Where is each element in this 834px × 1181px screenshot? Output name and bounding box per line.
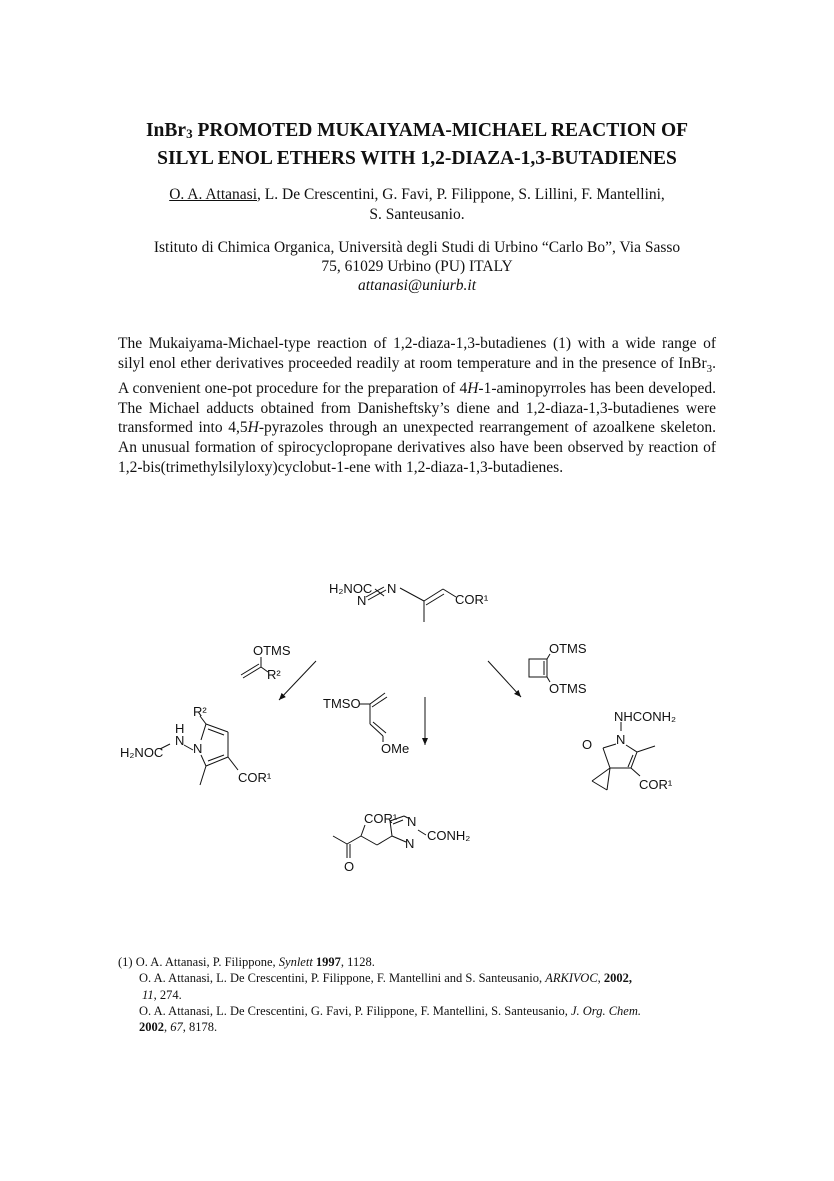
pyrazole-cor: COR¹: [364, 811, 398, 826]
right-reagent-otms-2: OTMS: [549, 681, 587, 696]
pyrrole-nh: N: [175, 733, 185, 748]
references: [118, 954, 738, 1035]
pyrazole-n1: N: [407, 814, 417, 829]
pyrrole-n: N: [193, 741, 203, 756]
danishefsky-diene-bonds: [360, 693, 387, 742]
spiro-o: O: [582, 737, 593, 752]
start-cor-label: COR¹: [455, 592, 489, 607]
left-reagent-r2: R²: [267, 667, 281, 682]
pyrazole-o: O: [344, 859, 355, 874]
start-n2-label: N: [387, 581, 397, 596]
arrow-right: [488, 661, 521, 697]
affiliation: Istituto di Chimica Organica, Università degli Studi di Urbino “Carlo Bo”, Via Sasso 75, 61029 Urbino (PU) ITALY attanasi@uniurb.it: [153, 239, 681, 294]
right-reagent-otms-1: OTMS: [549, 641, 587, 656]
left-reagent-otms: OTMS: [253, 643, 291, 658]
arrow-left: [279, 661, 316, 700]
start-h2noc-label: H₂NOC: [329, 581, 373, 596]
spiro-n: N: [616, 732, 626, 747]
azoalkene-bonds: [366, 587, 456, 622]
authors: O. A. Attanasi, L. De Crescentini, G. Favi, P. Filippone, S. Lillini, F. Mantellini, S. Santeusanio.: [169, 186, 665, 223]
mid-reagent-ome: OMe: [381, 741, 410, 756]
abstract: The Mukaiyama-Michael-type reaction of 1,2-diaza-1,3-butadienes (1) with a wide range of silyl enol ether derivatives proceeded readily at room temperature and in the presence of InBr$_3$. A convenient one-pot procedure for the preparation of 4H-1-aminopyrroles has been developed. The Michael adducts obtained from Danisheftsky’s diene and 1,2-diaza-1,3-butadienes were transformed into 4,5H-pyrazoles through an unexpected rearrangement of azoalkene skeleton. An unusual formation of spirocyclopropane derivatives also have been observed by reaction of 1,2-bis(trimethylsilyloxy)cyclobut-1-ene with 1,2-diaza-1,3-butadienes.: [118, 335, 716, 476]
pyrrole-h2noc: H₂NOC: [120, 745, 164, 760]
start-n1-label: N: [357, 593, 367, 608]
pyrazole-conh2: CONH₂: [427, 828, 471, 843]
mid-reagent-tmso: TMSO: [323, 696, 361, 711]
pyrrole-r2: R²: [193, 704, 207, 719]
cyclobutene-bonds: [529, 654, 550, 682]
title-line-1: InBr$_3$ PROMOTED MUKAIYAMA-MICHAEL REACTION OF: [145, 120, 689, 141]
spiro-cor: COR¹: [639, 777, 673, 792]
reference-1: (1) O. A. Attanasi, P. Filippone, Synlett 1997, 1128.: [118, 955, 375, 969]
spiro-nhconh2: NHCONH₂: [614, 709, 677, 724]
pyrazole-n2: N: [405, 836, 415, 851]
silyl-enol-ether-bonds: [241, 657, 268, 678]
title-line-2: SILYL ENOL ETHERS WITH 1,2-DIAZA-1,3-BUTADIENES: [157, 148, 677, 169]
reference-2: O. A. Attanasi, L. De Crescentini, P. Filippone, F. Mantellini and S. Santeusanio, ARKIVOC, 2002, 11, 274.: [139, 971, 633, 1002]
email: attanasi@uniurb.it: [357, 277, 477, 294]
pyrrole-cor: COR¹: [238, 770, 272, 785]
pyrrole-h: H: [175, 721, 185, 736]
presenting-author: O. A. Attanasi: [169, 186, 258, 203]
reference-3: O. A. Attanasi, L. De Crescentini, G. Favi, P. Filippone, F. Mantellini, S. Santeusanio, J. Org. Chem. 2002, 67, 8178.: [139, 1003, 641, 1035]
